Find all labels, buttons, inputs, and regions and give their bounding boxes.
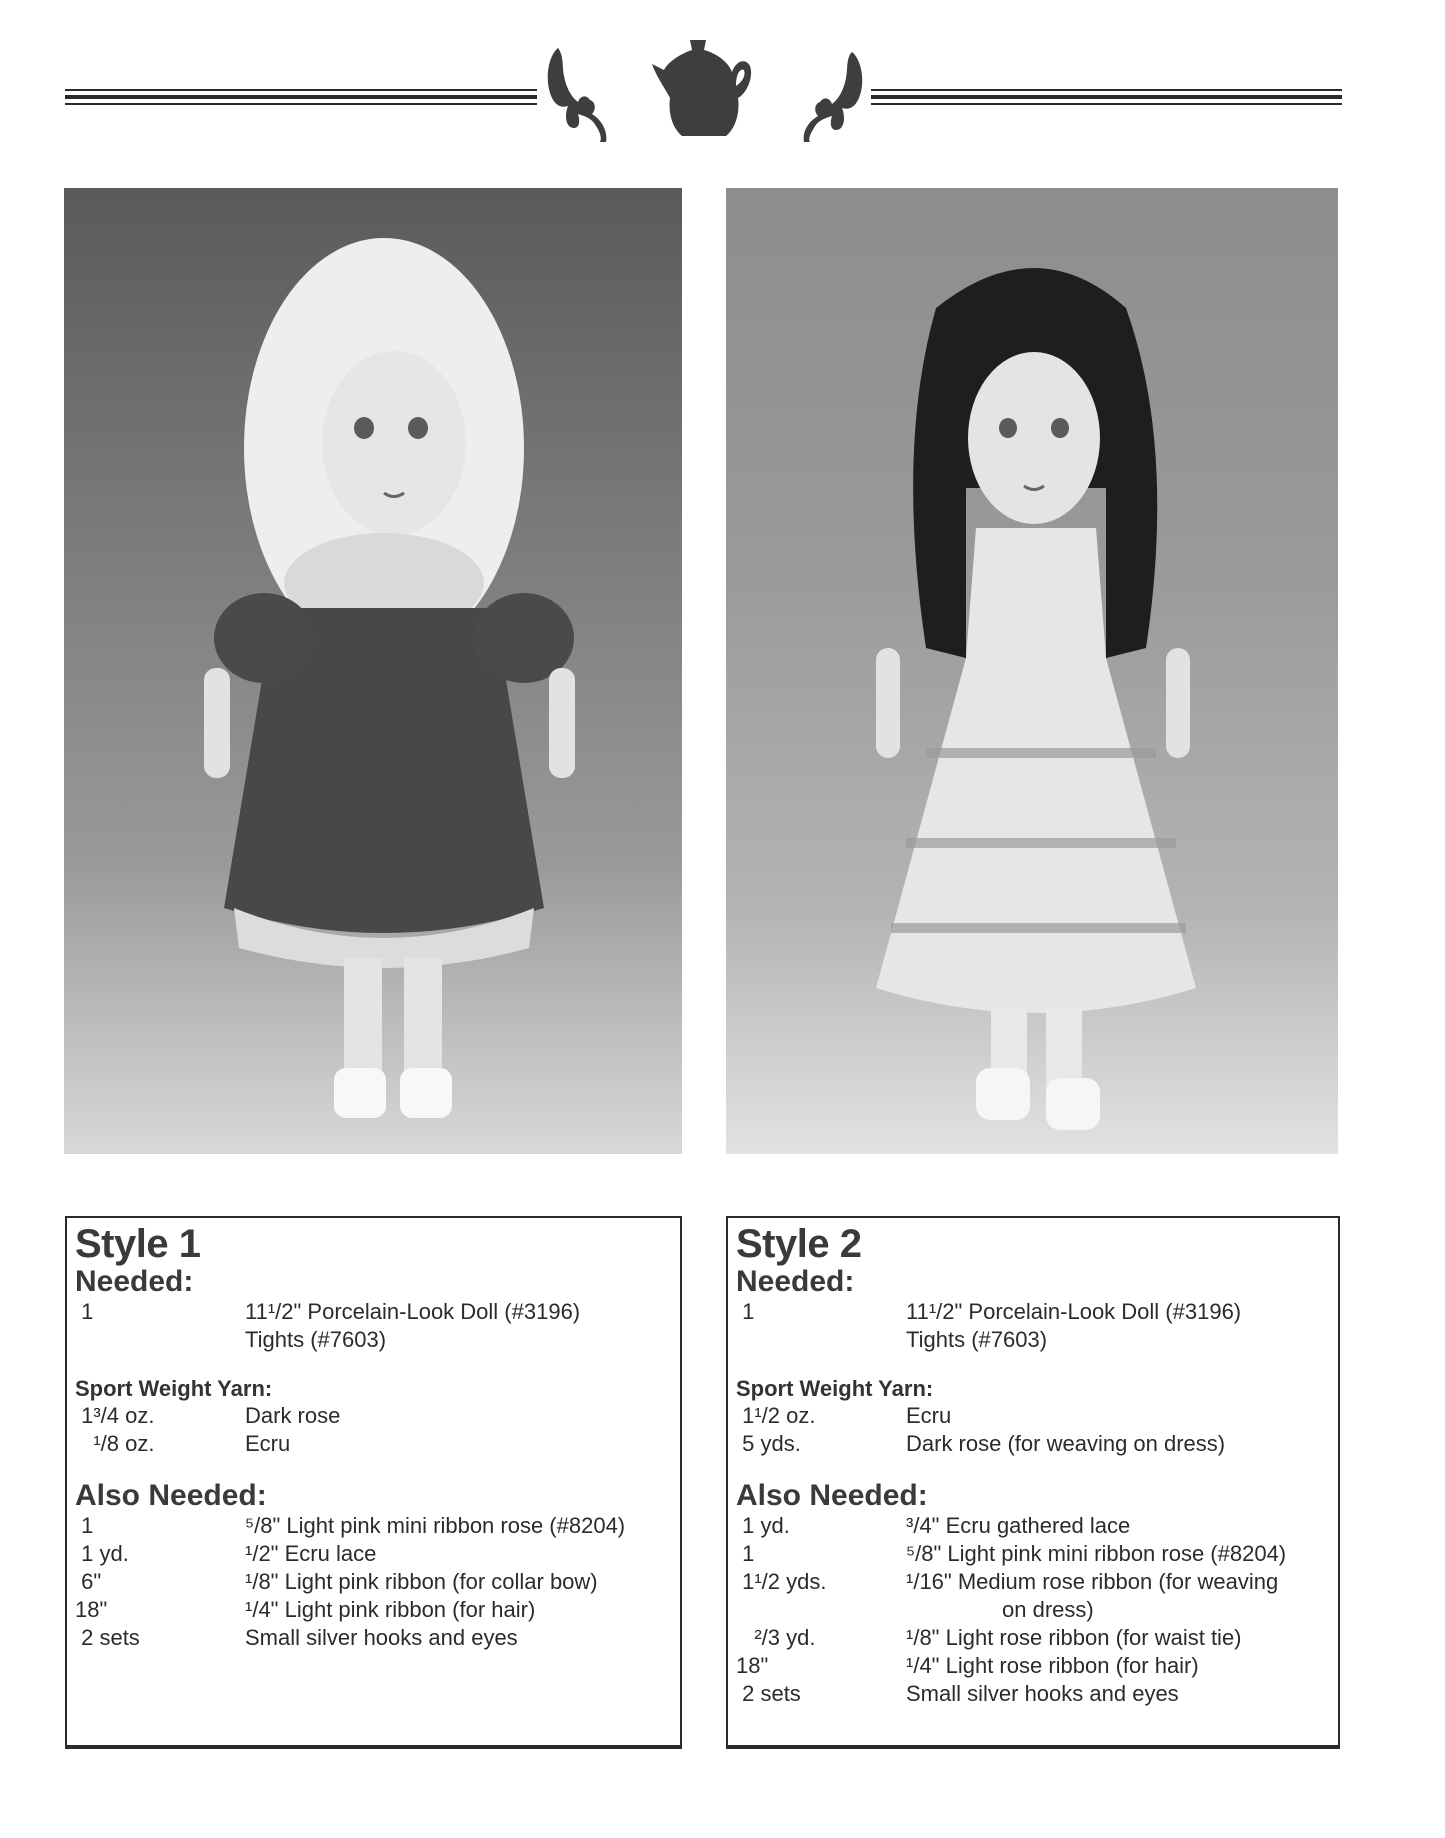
photo-style-1-doll [64, 188, 682, 1154]
list-item: 1³/4 oz. Dark rose [75, 1403, 341, 1428]
list-item: 2 sets Small silver hooks and eyes [736, 1681, 1179, 1706]
style-1-needed-heading: Needed: [75, 1265, 194, 1298]
photo-style-2-doll [726, 188, 1338, 1154]
style-1-yarn-list [75, 1402, 672, 1458]
style-2-yarn-list [736, 1402, 1330, 1458]
style-2-also-needed-list [736, 1512, 1330, 1708]
style-1-also-needed-list [75, 1512, 672, 1652]
style-1-title: Style 1 [75, 1222, 201, 1266]
list-item: 1 ⁵/8" Light pink mini ribbon rose (#8204) [75, 1513, 626, 1538]
style-1-yarn-heading: Sport Weight Yarn: [75, 1376, 273, 1401]
teapot-ornament-icon [540, 36, 870, 142]
list-item: 2 sets Small silver hooks and eyes [75, 1625, 518, 1650]
header-rule-left [65, 89, 537, 106]
list-item: ²/3 yd. ¹/8" Light rose ribbon (for waist tie) [736, 1625, 1242, 1650]
style-2-needed-heading: Needed: [736, 1265, 855, 1298]
doll-blonde-dark-dress-illustration [64, 188, 682, 1154]
style-1-also-needed-heading: Also Needed: [75, 1479, 267, 1512]
style-2-also-needed-heading: Also Needed: [736, 1479, 928, 1512]
list-item: 5 yds. Dark rose (for weaving on dress) [736, 1431, 1226, 1456]
list-item: 18" ¹/4" Light rose ribbon (for hair) [736, 1653, 1199, 1678]
header-rule-right [871, 89, 1342, 106]
list-item: 1¹/2 oz. Ecru [736, 1403, 952, 1428]
list-item: 1 yd. ¹/2" Ecru lace [75, 1541, 377, 1566]
style-2-needed-list [736, 1298, 1330, 1354]
list-item: 1 ⁵/8" Light pink mini ribbon rose (#8204) [736, 1541, 1287, 1566]
list-item: ¹/8 oz. Ecru [75, 1431, 291, 1456]
style-2-materials-box [726, 1216, 1340, 1749]
list-item: 18" ¹/4" Light pink ribbon (for hair) [75, 1597, 536, 1622]
list-item: Tights (#7603) [245, 1327, 387, 1352]
list-item: 1 yd. ³/4" Ecru gathered lace [736, 1513, 1131, 1538]
style-1-needed-list [75, 1298, 672, 1354]
style-1-materials-box [65, 1216, 682, 1749]
list-item: 1¹/2 yds. ¹/16" Medium rose ribbon (for weaving on dress) [736, 1569, 1279, 1622]
list-item: 6" ¹/8" Light pink ribbon (for collar bow) [75, 1569, 598, 1594]
list-item: 1 11¹/2" Porcelain-Look Doll (#3196) [75, 1299, 581, 1324]
style-2-yarn-heading: Sport Weight Yarn: [736, 1376, 934, 1401]
list-item: Tights (#7603) [906, 1327, 1048, 1352]
style-2-title: Style 2 [736, 1222, 862, 1266]
list-item: 1 11¹/2" Porcelain-Look Doll (#3196) [736, 1299, 1242, 1324]
doll-brunette-ecru-dress-illustration [726, 188, 1338, 1154]
